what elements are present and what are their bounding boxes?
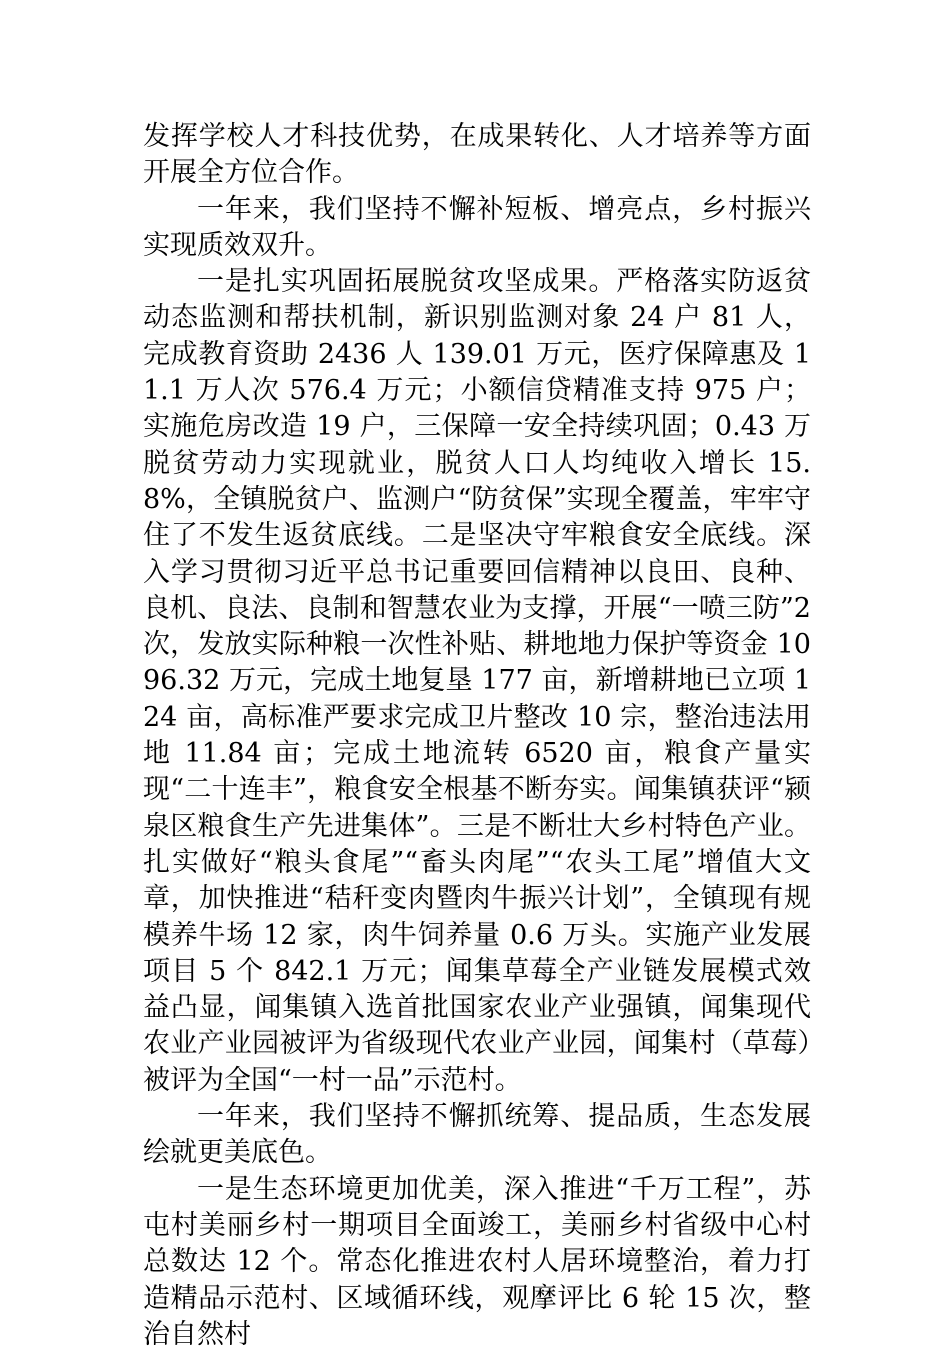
paragraph-rural-revitalization-intro: 一年来，我们坚持不懈补短板、增亮点，乡村振兴实现质效双升。 — [143, 193, 811, 261]
paragraph-ecology-intro: 一年来，我们坚持不懈抓统筹、提品质，生态发展绘就更美底色。 — [143, 1101, 811, 1169]
document-body — [143, 119, 811, 1353]
paragraph-ecology-environment: 一是生态环境更加优美，深入推进“千万工程”，苏屯村美丽乡村一期项目全面竣工，美丽乡村省级中心村总数达 12 个。常态化推进农村人居环境整治，着力打造精品示范村、区域循环线，观摩评比 6 轮 15 次，整治自然村 — [143, 1173, 811, 1350]
paragraph-cooperation: 发挥学校人才科技优势，在成果转化、人才培养等方面开展全方位合作。 — [143, 121, 811, 189]
paragraph-poverty-grain-industry: 一是扎实巩固拓展脱贫攻坚成果。严格落实防返贫动态监测和帮扶机制，新识别监测对象 24 户 81 人，完成教育资助 2436 人 139.01 万元，医疗保障惠及 11.1 万人次 576.4 万元；小额信贷精准支持 975 户；实施危房改造 19 户，三保障一安全持续巩固；0.43 万脱贫劳动力实现就业，脱贫人口人均纯收入增长 15.8%，全镇脱贫户、监测户“防贫保”实现全覆盖，牢牢守住了不发生返贫底线。二是坚决守牢粮食安全底线。深入学习贯彻习近平总书记重要回信精神以良田、良种、良机、良法、良制和智慧农业为支撑，开展“一喷三防”2 次，发放实际种粮一次性补贴、耕地地力保护等资金 1096.32 万元，完成土地复垦 177 亩，新增耕地已立项 124 亩，高标准严要求完成卫片整改 10 宗，整治违法用地 11.84 亩；完成土地流转 6520 亩，粮食产量实现“二十连丰”，粮食安全根基不断夯实。闻集镇获评“颍泉区粮食生产先进集体”。三是不断壮大乡村特色产业。扎实做好“粮头食尾”“畜头肉尾”“农头工尾”增值大文章，加快推进“秸秆变肉暨肉牛振兴计划”，全镇现有规模养牛场 12 家，肉牛饲养量 0.6 万头。实施产业发展项目 5 个 842.1 万元；闻集草莓全产业链发展模式效益凸显，闻集镇入选首批国家农业产业强镇，闻集现代农业产业园被评为省级现代农业产业园，闻集村（草莓）被评为全国“一村一品”示范村。 — [143, 266, 811, 1096]
